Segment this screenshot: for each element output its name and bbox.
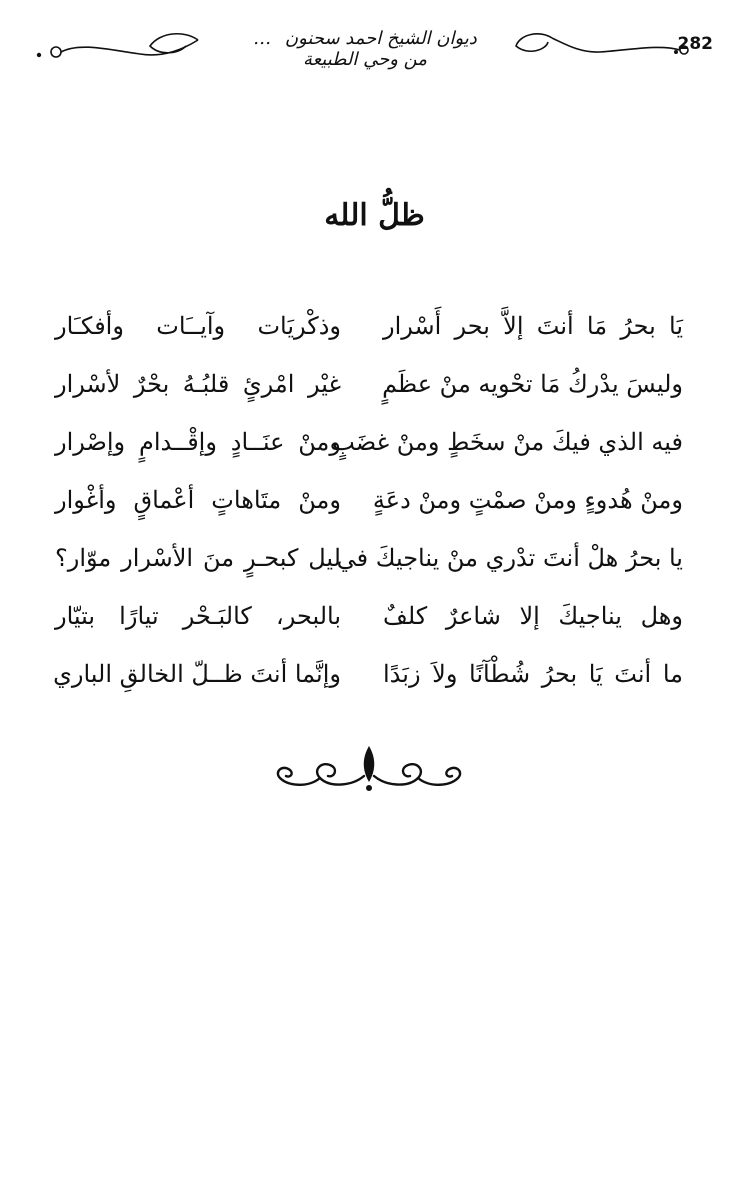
verse-first-hemistich: يَا بحرُ مَا أنتَ إلاَّ بحر أَسْرار (383, 312, 683, 340)
verse-first-hemistich: وهل يناجيكَ إلا شاعرٌ كلفٌ (383, 602, 683, 630)
page-header (0, 20, 749, 80)
verse-first-hemistich: ومنْ هُدوءٍ ومنْ صمْتٍ ومنْ دعَةٍ (372, 486, 683, 514)
page-number: 282 (677, 34, 713, 54)
verse-second-hemistich: وإنَّما أنتَ ظــلّ الخالقِ الباري (53, 660, 341, 688)
verse-second-hemistich: ليل كبحـرٍ منَ الأسْرار موّار؟ (55, 544, 341, 572)
verse-second-hemistich: وذكْريَات وآيــَات وأفكـَار (55, 312, 341, 340)
verse (0, 486, 749, 542)
title-separator: … (253, 28, 272, 49)
closing-ornament-icon (264, 742, 474, 802)
verse-first-hemistich: وليسَ يدْركُ مَا تحْويه منْ عظَمٍ (382, 370, 683, 398)
verse-second-hemistich: بالبحر، كالبَـحْر تيارًا بتيّار (55, 602, 341, 630)
running-title (200, 28, 530, 70)
section-title: من وحي الطبيعة (302, 49, 428, 70)
verse (0, 428, 749, 484)
verse-second-hemistich: ومنْ متَاهاتٍ أعْماقٍ وأغْوار (55, 486, 341, 514)
verse-second-hemistich: غيْر امْرئٍ قلبُـهُ بحْرٌ لأسْرار (55, 370, 341, 398)
verse-first-hemistich: ما أنتَ يَا بحرُ شُطْآنًا ولاَ زبَدًا (383, 660, 683, 688)
book-title: ديوان الشيخ احمد سحنون (284, 28, 477, 49)
poem-title: ظلُّ الله (324, 198, 425, 233)
verse (0, 660, 749, 716)
verse-second-hemistich: ومنْ عنَــادٍ وإقْــدامٍ وإصْرار (55, 428, 341, 456)
verse (0, 602, 749, 658)
verse (0, 544, 749, 600)
verse-first-hemistich: يا بحرُ هلْ أنتَ تدْري منْ يناجيكَ في (336, 544, 683, 572)
verse-first-hemistich: فيه الذي فيكَ منْ سخَطٍ ومنْ غضَبٍ (332, 428, 683, 456)
verse (0, 370, 749, 426)
verse (0, 312, 749, 368)
